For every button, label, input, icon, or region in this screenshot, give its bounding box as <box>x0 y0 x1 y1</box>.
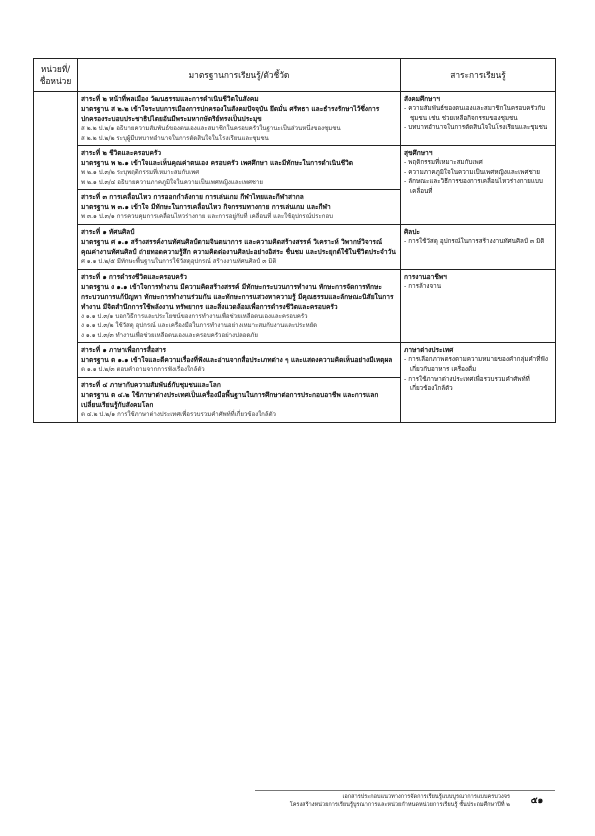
content-item <box>404 177 552 196</box>
bullet-dash: - <box>404 159 409 167</box>
standards-cell <box>78 92 401 146</box>
footer-line2: โครงสร้างหน่วยการเรียนรู้บูรณาการและหน่วยกำหนดหน่วยการเรียนรู้ ชั้นประถมศึกษาปีที่ ๒ <box>289 802 510 808</box>
standards-cell <box>78 146 401 225</box>
content-item-text: ความภาคภูมิใจในความเป็นเพศหญิงและเพศชาย <box>408 168 540 176</box>
page-footer <box>250 793 510 809</box>
bullet-dash: - <box>404 375 409 383</box>
header-unit <box>34 59 78 92</box>
content-subject: การงานอาชีพฯ <box>404 272 447 281</box>
table-row <box>34 269 556 343</box>
standard-text: มาตรฐาน พ ๓.๑ เข้าใจ มีทักษะในการเคลื่อนไหว กิจกรรมทางกาย การเล่นเกม และกีฬา <box>81 203 331 212</box>
content-subject: ภาษาต่างประเทศ <box>404 346 454 355</box>
strand-title: สาระที่ ๔ ภาษากับความสัมพันธ์กับชุมชนและโลก <box>81 380 221 389</box>
content-item-text: ลักษณะและวิธีการของการเคลื่อนไหวร่างกายแบบเคลื่อนที่ <box>408 178 543 195</box>
strand-title: สาระที่ ๒ หน้าที่พลเมือง วัฒนธรรมและการดำเนินชีวิตในสังคม <box>81 95 259 103</box>
indicator-text: ง ๑.๑ ป.๓/๒ ใช้วัสดุ อุปกรณ์ และเครื่องมือในการทำงานอย่างเหมาะสมกับงานและประหยัด <box>81 322 318 330</box>
content-item-text: บทบาทอำนาจในการตัดสินใจในโรงเรียนและชุมชน <box>408 124 548 132</box>
curriculum-table <box>33 58 556 423</box>
table-row <box>34 224 556 269</box>
table-row <box>34 146 556 225</box>
content-item <box>404 168 552 178</box>
indicator-text: ต ๔.๒ ป.๒/๑ การใช้ภาษาต่างประเทศเพื่อรวบรวมคำศัพท์ที่เกี่ยวข้องใกล้ตัว <box>81 410 276 418</box>
standard-text: มาตรฐาน ศ ๑.๑ สร้างสรรค์งานทัศนศิลป์ตามจินตนาการ และความคิดสร้างสรรค์ วิเคราะห์ วิพากษ์วิจารณ์คุณค่างานทัศนศิลป์ ถ่ายทอดความรู้สึก ความคิดต่องานศิลปะอย่างอิสระ ชื่นชม และประยุกต์ใช้ในชีวิตประจำวัน <box>81 237 396 256</box>
bullet-dash: - <box>404 282 409 290</box>
indicator-text: ต ๑.๑ ป.๒/๓ ตอบคำถามจากการฟังเรื่องใกล้ตัว <box>81 366 205 374</box>
standard-block <box>78 189 400 222</box>
content-item <box>404 282 552 292</box>
standard-block <box>81 272 397 341</box>
indicator-text: ศ ๑.๑ ป.๒/๕ มีทักษะพื้นฐานในการใช้วัสดุอุปกรณ์ สร้างงานทัศนศิลป์ ๓ มิติ <box>81 257 277 265</box>
standard-block <box>81 94 397 143</box>
standard-block <box>81 148 397 187</box>
footer-divider <box>255 790 555 791</box>
standard-text: มาตรฐาน ต ๑.๑ เข้าใจและตีความเรื่องที่ฟังและอ่านจากสื่อประเภทต่าง ๆ และแสดงความคิดเห็นอย่างมีเหตุผล <box>81 356 393 365</box>
bullet-dash: - <box>404 237 409 245</box>
standard-block <box>78 377 400 420</box>
standard-block <box>81 345 397 375</box>
content-item-text: การใช้วัสดุ อุปกรณ์ในการสร้างงานทัศนศิลป์ ๓ มิติ <box>408 237 545 245</box>
strand-title: สาระที่ ๒ ชีวิตและครอบครัว <box>81 149 162 158</box>
table-row <box>34 343 556 422</box>
content-cell <box>401 269 556 343</box>
content-item <box>404 158 552 168</box>
page-number: ๕๑ <box>530 796 544 806</box>
indicator-text: ส ๒.๒ ป.๒/๒ ระบุผู้มีบทบาทอำนาจในการตัดสินใจในโรงเรียนและชุมชน <box>81 134 269 142</box>
content-cell <box>401 146 556 225</box>
strand-title: สาระที่ ๑ ทัศนศิลป์ <box>81 227 135 236</box>
content-item-text: การใช้ภาษาต่างประเทศเพื่อรวบรวมคำศัพท์ที่เกี่ยวข้องใกล้ตัว <box>408 375 530 393</box>
table-header-row <box>34 59 556 92</box>
footer-line1: เอกสารประกอบแนวทางการจัดการเรียนรู้แบบบูรณาการแบบครบวงจร <box>342 794 510 800</box>
bullet-dash: - <box>404 124 409 132</box>
unit-cell <box>34 92 78 423</box>
header-content: สาระการเรียนรู้ <box>401 59 556 92</box>
bullet-dash: - <box>404 105 409 112</box>
standard-block <box>81 227 397 267</box>
indicator-text: พ ๓.๑ ป.๓/๑ การควบคุมการเคลื่อนไหวร่างกาย และการอยู่กับที่ เคลื่อนที่ และใช้อุปกรณ์ประกอบ <box>81 213 333 221</box>
standard-text: มาตรฐาน พ ๒.๑ เข้าใจและเห็นคุณค่าตนเอง ครอบครัว เพศศึกษา และมีทักษะในการดำเนินชีวิต <box>81 159 354 168</box>
standard-text: มาตรฐาน ง ๑.๑ เข้าใจการทำงาน มีความคิดสร้างสรรค์ มีทักษะกระบวนการทำงาน ทักษะการจัดการทักษะกระบวนการแก้ปัญหา ทักษะการทำงานร่วมกัน และทักษะการแสวงหาความรู้ มีคุณธรรมและลักษณะนิสัยในการทำงาน มีจิตสำนึกการใช้พลังงาน ทรัพยากร และสิ่งแวดล้อมเพื่อการดำรงชีวิตและครอบครัว <box>81 282 394 311</box>
bullet-dash: - <box>404 168 409 176</box>
table-body <box>34 92 556 423</box>
indicator-text: พ ๒.๑ ป.๓/๒ ระบุพฤติกรรมที่เหมาะสมกับเพศ <box>81 169 200 177</box>
indicator-text: พ ๒.๑ ป.๓/๔ อธิบายความภาคภูมิใจในความเป็นเพศหญิงและเพศชาย <box>81 178 263 186</box>
content-item <box>404 104 552 123</box>
strand-title: สาระที่ ๑ ภาษาเพื่อการสื่อสาร <box>81 346 167 355</box>
content-item <box>404 123 552 133</box>
content-item <box>404 237 552 247</box>
standards-cell <box>78 269 401 343</box>
standard-text: มาตรฐาน ต ๔.๒ ใช้ภาษาต่างประเทศเป็นเครื่องมือพื้นฐานในการศึกษาต่อการประกอบอาชีพ และการแลกเปลี่ยนเรียนรู้กับสังคมโลก <box>81 390 379 409</box>
content-item-text: การล้างจาน <box>408 282 442 290</box>
indicator-text: ส ๒.๒ ป.๒/๑ อธิบายความสัมพันธ์ของตนเองและสมาชิกในครอบครัวในฐานะเป็นส่วนหนึ่งของชุมชน <box>81 125 341 132</box>
content-item <box>404 375 552 394</box>
bullet-dash: - <box>404 178 409 186</box>
strand-title: สาระที่ ๑ การดำรงชีวิตและครอบครัว <box>81 272 187 281</box>
content-item-text: การเลือกภาพตรงตามความหมายของคำกลุ่มคำที่ฟังเกี่ยวกับอาหาร เครื่องดื่ม <box>408 356 548 373</box>
content-cell <box>401 224 556 269</box>
bullet-dash: - <box>404 356 409 364</box>
content-cell <box>401 343 556 422</box>
table-row <box>34 92 556 146</box>
content-item-text: พฤติกรรมที่เหมาะสมกับเพศ <box>408 159 483 167</box>
standards-cell <box>78 224 401 269</box>
standards-cell <box>78 343 401 422</box>
header-standards: มาตรฐานการเรียนรู้/ตัวชี้วัด <box>78 59 401 92</box>
content-item-text: ความสัมพันธ์ของตนเองและสมาชิกในครอบครัวกับชุมชน เช่น ช่วยเหลือกิจกรรมของชุมชน <box>408 105 546 122</box>
header-unit-line2: ชื่อหน่วย <box>39 76 72 86</box>
standard-text: มาตรฐาน ส ๒.๒ เข้าใจระบบการเมืองการปกครองในสังคมปัจจุบัน ยึดมั่น ศรัทธา และธำรงรักษาไว้ซึ่งการปกครองระบอบประชาธิปไตยอันมีพระมหากษัตริย์ทรงเป็นประมุข <box>81 105 380 123</box>
header-unit-line1: หน่วยที่/ <box>40 64 71 74</box>
indicator-text: ง ๑.๑ ป.๓/๑ บอกวิธีการและประโยชน์ของการทำงานเพื่อช่วยเหลือตนเองและครอบครัว <box>81 312 308 320</box>
content-subject: สุขศึกษาฯ <box>404 149 433 158</box>
content-subject: ศิลปะ <box>404 227 420 236</box>
content-cell <box>401 92 556 146</box>
strand-title: สาระที่ ๓ การเคลื่อนไหว การออกกำลังกาย การเล่นเกม กีฬาไทยและกีฬาสากล <box>81 193 304 202</box>
indicator-text: ง ๑.๑ ป.๓/๓ ทำงานเพื่อช่วยเหลือตนเองและครอบครัวอย่างปลอดภัย <box>81 331 258 339</box>
content-subject: สังคมศึกษาฯ <box>404 95 440 103</box>
content-item <box>404 355 552 374</box>
